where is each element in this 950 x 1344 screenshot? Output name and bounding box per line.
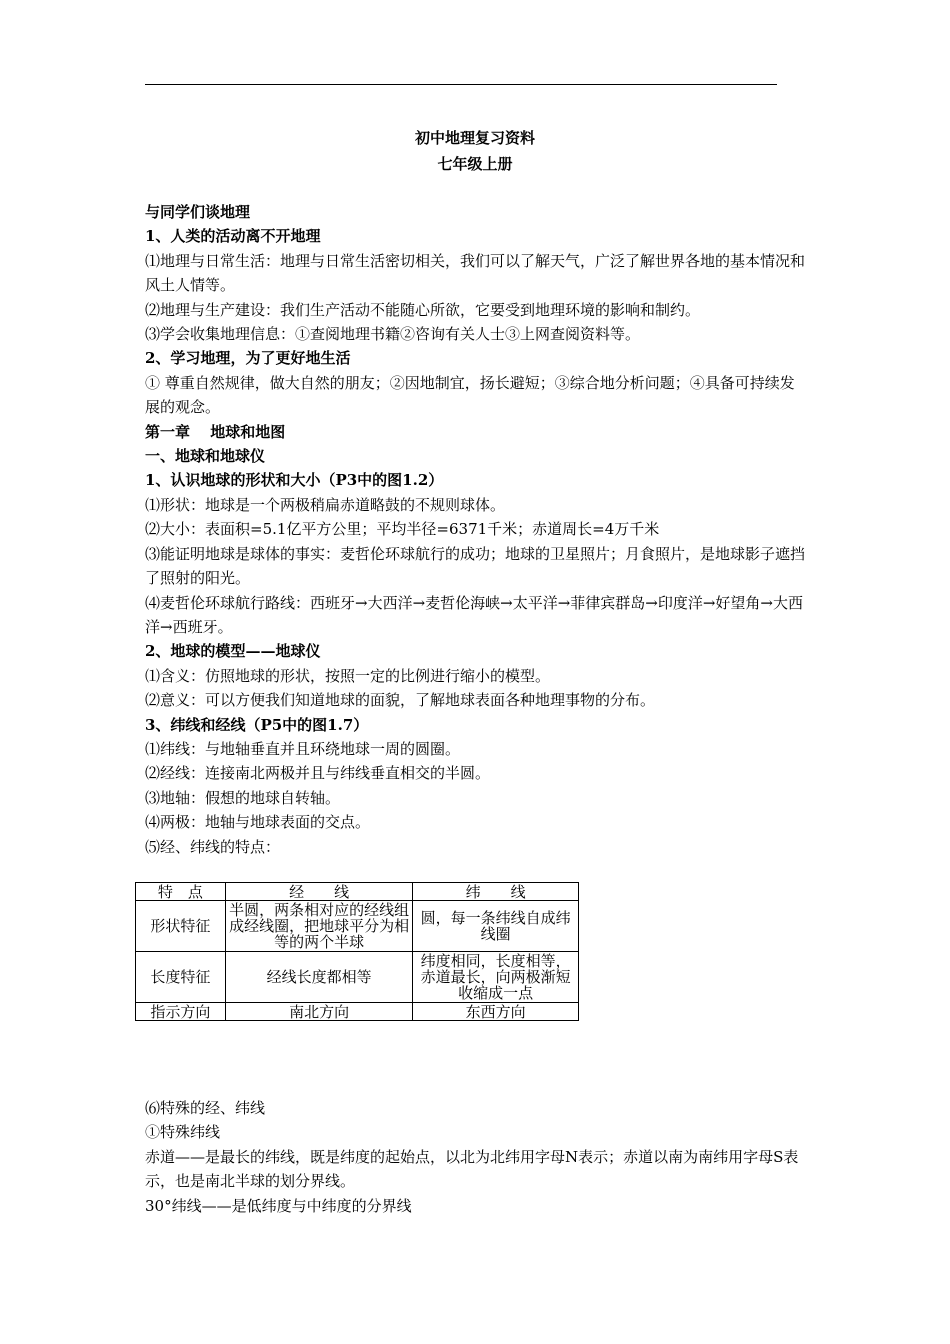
table-cell: 半圆，两条相对应的经线组成经线圈，把地球平分为相等的两个半球	[225, 901, 413, 952]
table-cell: 长度特征	[136, 952, 226, 1003]
header-rule	[145, 84, 777, 85]
subheading: 1、认识地球的形状和大小（P3中的图1.2）	[145, 471, 444, 490]
paragraph: 30°纬线——是低纬度与中纬度的分界线	[145, 1196, 412, 1215]
section-heading: 一、地球和地球仪	[145, 447, 266, 466]
document-title: 初中地理复习资料	[414, 129, 535, 147]
paragraph: ⑶学会收集地理信息：①查阅地理书籍②咨询有关人士③上网查阅资料等。	[145, 325, 641, 344]
paragraph: ⑸经、纬线的特点：	[145, 837, 281, 856]
table-cell: 东西方向	[413, 1003, 579, 1021]
paragraph: ⑶地轴：假想的地球自转轴。	[145, 788, 341, 807]
table-cell: 形状特征	[136, 901, 226, 952]
table-row	[136, 901, 579, 952]
subheading: 1、人类的活动离不开地理	[145, 227, 321, 246]
table-cell: 经线长度都相等	[225, 952, 413, 1003]
paragraph: ⑵意义：可以方便我们知道地球的面貌，了解地球表面各种地理事物的分布。	[145, 691, 656, 710]
table-cell: 指示方向	[136, 1003, 226, 1021]
subheading: 2、地球的模型——地球仪	[145, 642, 321, 661]
paragraph: ⑴纬线：与地轴垂直并且环绕地球一周的圆圈。	[145, 739, 461, 758]
document-subtitle: 七年级上册	[437, 155, 513, 173]
comparison-table	[135, 882, 579, 1021]
chapter-heading: 第一章 地球和地图	[145, 422, 286, 441]
paragraph: ⑴地理与日常生活：地理与日常生活密切相关，我们可以了解天气，广泛了解世界各地的基本情况和风土人情等。	[145, 251, 806, 295]
table-header-cell: 纬 线	[413, 883, 579, 901]
paragraph: ①特殊纬线	[145, 1123, 221, 1142]
table-cell: 圆，每一条纬线自成纬线圈	[413, 901, 579, 952]
subheading: 2、学习地理，为了更好地生活	[145, 349, 351, 368]
paragraph: ⑹特殊的经、纬线	[145, 1099, 266, 1117]
paragraph: 赤道——是最长的纬线，既是纬度的起始点，以北为北纬用字母N表示；赤道以南为南纬用字母S表示，也是南北半球的划分界线。	[145, 1147, 799, 1191]
paragraph: ⑶能证明地球是球体的事实：麦哲伦环球航行的成功；地球的卫星照片；月食照片，是地球影子遮挡了照射的阳光。	[145, 544, 806, 588]
paragraph: ⑵经线：连接南北两极并且与纬线垂直相交的半圆。	[145, 764, 491, 783]
paragraph: ⑵地理与生产建设：我们生产活动不能随心所欲，它要受到地理环境的影响和制约。	[145, 300, 701, 319]
table-row	[136, 1003, 579, 1021]
table-cell: 南北方向	[225, 1003, 413, 1021]
subheading: 3、纬线和经线（P5中的图1.7）	[145, 715, 369, 734]
document-body	[145, 200, 809, 859]
paragraph: ⑷两极：地轴与地球表面的交点。	[145, 813, 371, 832]
table-header-cell: 特 点	[136, 883, 226, 901]
table-header-cell: 经 线	[225, 883, 413, 901]
table-cell: 纬度相同，长度相等，赤道最长，向两极渐短收缩成一点	[413, 952, 579, 1003]
paragraph: ⑴形状：地球是一个两极稍扁赤道略鼓的不规则球体。	[145, 495, 506, 514]
paragraph: ① 尊重自然规律，做大自然的朋友；②因地制宜，扬长避短；③综合地分析问题；④具备可持续发展的观念。	[145, 373, 795, 417]
paragraph: ⑵大小：表面积=5.1亿平方公里；平均半径=6371千米；赤道周长=4万千米	[145, 520, 660, 539]
table-row	[136, 952, 579, 1003]
section-heading: 与同学们谈地理	[145, 203, 251, 221]
document-body-continued	[145, 1096, 809, 1218]
paragraph: ⑴含义：仿照地球的形状，按照一定的比例进行缩小的模型。	[145, 666, 551, 685]
paragraph: ⑷麦哲伦环球航行路线：西班牙→大西洋→麦哲伦海峡→太平洋→菲律宾群岛→印度洋→好望角→大西洋→西班牙。	[145, 593, 803, 636]
table-header-row	[136, 883, 579, 901]
